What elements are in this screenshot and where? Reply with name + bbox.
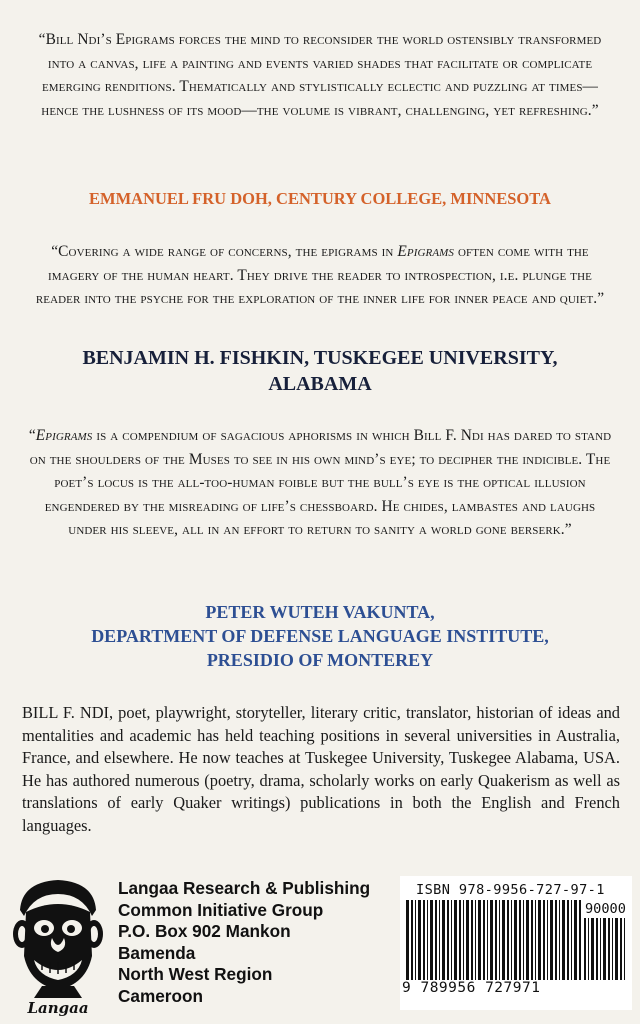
barcode-bar xyxy=(519,900,521,980)
barcode-bar xyxy=(423,900,425,980)
logo-label: Langaa xyxy=(27,999,89,1016)
barcode-bar xyxy=(584,918,586,980)
barcode-bar xyxy=(559,900,560,980)
barcode-bar xyxy=(526,900,529,980)
barcode-bar xyxy=(427,900,428,980)
publisher-line-6: Cameroon xyxy=(118,985,203,1006)
barcode-bars xyxy=(406,900,582,980)
barcode-bar xyxy=(495,900,497,980)
barcode-bar xyxy=(523,900,524,980)
barcode-bar xyxy=(615,918,618,980)
barcode-bar xyxy=(591,918,594,980)
barcode-bar xyxy=(415,900,416,980)
barcode-bar xyxy=(608,918,610,980)
testimonial-3-body: is a compendium of sagacious aphorisms in which Bill F. Ndi has dared to stand on the shoulders of the Muses to see in his own mind’s eye; to decipher the indicible. The poet’s locus is the all-too-human foible but the bull’s eye is the optical illusion engendered by the misreading of life’s chessboard. He chides, lambastes and laughs under his sleeve, all in an effort to return to sanity a world gone berserk.” xyxy=(29,427,612,539)
barcode-bar xyxy=(406,900,409,980)
barcode-bar xyxy=(490,900,493,980)
isbn-label: ISBN 978-9956-727-97-1 xyxy=(416,882,605,898)
isbn-barcode xyxy=(400,876,632,1010)
testimonial-3-title-italic: Epigrams xyxy=(35,427,93,444)
barcode-digits: 9 789956 727971 xyxy=(402,980,541,996)
barcode-bar xyxy=(571,900,572,980)
publisher-line-2: Common Initiative Group xyxy=(118,899,324,920)
testimonial-3-attribution-line-1: PETER WUTEH VAKUNTA, xyxy=(205,602,435,622)
testimonial-2-text xyxy=(26,240,614,311)
barcode-bar xyxy=(555,900,557,980)
barcode-bar xyxy=(543,900,545,980)
testimonial-2-attribution-line-2: ALABAMA xyxy=(268,373,372,395)
barcode-bar xyxy=(411,900,413,980)
barcode-bar xyxy=(550,900,553,980)
testimonial-2-attribution-line-1: BENJAMIN H. FISHKIN, TUSKEGEE UNIVERSITY, xyxy=(82,347,558,369)
testimonial-1-text xyxy=(26,28,614,122)
barcode-bar xyxy=(454,900,457,980)
barcode-bar xyxy=(511,900,512,980)
barcode-bar xyxy=(588,918,589,980)
testimonial-3-attribution-line-3: PRESIDIO OF MONTEREY xyxy=(206,650,434,670)
barcode-bar xyxy=(538,900,541,980)
barcode-bar xyxy=(612,918,613,980)
barcode-bar xyxy=(487,900,488,980)
testimonial-2-title-italic: Epigrams xyxy=(397,243,455,260)
publisher-line-3: P.O. Box 902 Mankon xyxy=(118,921,291,942)
barcode-bar xyxy=(579,900,581,980)
price-code: 90000 xyxy=(585,901,626,917)
testimonial-3-attribution-line-2: DEPARTMENT OF DEFENSE LANGUAGE INSTITUTE, xyxy=(91,626,549,646)
testimonial-2-body-end: often come with the imagery of the human heart. They drive the reader to introspection, i.e. plunge the reader into the psyche for the exploration of the inner life for inner peace and quiet.” xyxy=(35,243,605,308)
barcode-bar xyxy=(596,918,598,980)
barcode-bar xyxy=(535,900,536,980)
barcode-bar xyxy=(531,900,533,980)
barcode-bar xyxy=(439,900,440,980)
testimonial-3-text xyxy=(26,424,614,542)
barcode-bar xyxy=(483,900,485,980)
testimonial-3-open-quote: “ xyxy=(28,427,36,444)
publisher-address xyxy=(118,878,370,1008)
testimonial-1-attribution: EMMANUEL FRU DOH, CENTURY COLLEGE, MINNESOTA xyxy=(89,189,551,208)
barcode-bar xyxy=(471,900,473,980)
barcode-bar xyxy=(502,900,505,980)
langaa-face-logo-icon xyxy=(12,876,104,1016)
barcode-bar xyxy=(435,900,437,980)
barcode-bar xyxy=(447,900,449,980)
testimonial-1-body: “Bill Ndi’s Epigrams forces the mind to reconsider the world ostensibly transformed into a canvas, life a painting and events varied shades that facilitate or complicate emerging renditions. Thematically and stylistically eclectic and puzzling at times—hence the lushness of its mood—the volume is vibrant, challenging, yet refreshing.” xyxy=(38,31,602,119)
testimonial-2-attribution xyxy=(16,345,624,397)
langaa-logo-graphic xyxy=(12,876,104,1016)
price-barcode-bars xyxy=(584,918,628,980)
publisher-line-4: Bamenda xyxy=(118,942,196,963)
author-bio: BILL F. NDI, poet, playwright, storyteller, literary critic, translator, historian of ideas and mentalities and academic has held teaching positions in several universities in Australia, France, and elsewhere. He now teaches at Tuskegee University, Tuskegee Alabama, USA. He has authored numerous (poetry, drama, scholarly works on early Quakerism as well as translations of early Quaker writings) publications in both the English and French languages. xyxy=(22,703,620,835)
barcode-bar xyxy=(514,900,517,980)
barcode-bar xyxy=(547,900,548,980)
testimonial-2-body-start: “Covering a wide range of concerns, the epigrams in xyxy=(51,243,398,260)
testimonial-3-attribution xyxy=(16,600,624,672)
barcode-bar xyxy=(499,900,500,980)
barcode-bar xyxy=(574,900,577,980)
barcode-bar xyxy=(451,900,452,980)
barcode-bar xyxy=(567,900,569,980)
publisher-line-5: North West Region xyxy=(118,964,273,985)
barcode-bar xyxy=(600,918,601,980)
barcode-bar xyxy=(475,900,476,980)
barcode-bar xyxy=(478,900,481,980)
barcode-bar xyxy=(562,900,565,980)
barcode-bar xyxy=(463,900,464,980)
barcode-bar xyxy=(620,918,622,980)
barcode-bar xyxy=(603,918,606,980)
barcode-bar xyxy=(418,900,421,980)
publisher-line-1: Langaa Research & Publishing xyxy=(118,878,371,898)
barcode-bar xyxy=(430,900,433,980)
barcode-bar xyxy=(507,900,509,980)
barcode-bar xyxy=(459,900,461,980)
barcode-bar xyxy=(466,900,469,980)
barcode-bar xyxy=(624,918,625,980)
barcode-bar xyxy=(442,900,445,980)
